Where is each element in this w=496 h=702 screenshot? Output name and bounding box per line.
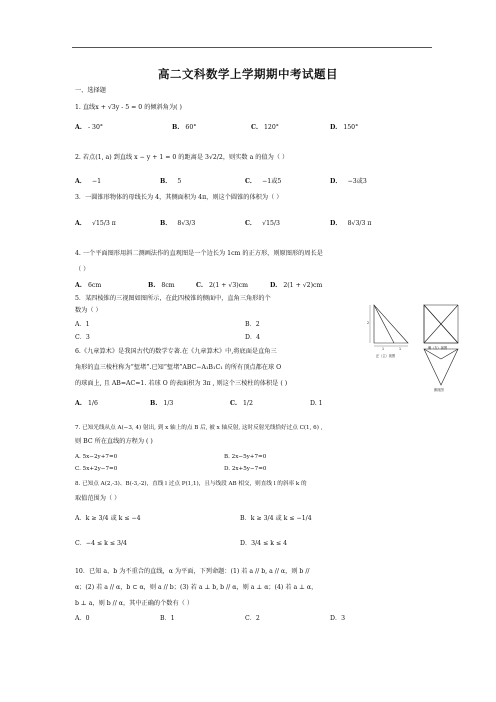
q4-option-b: B. 8cm	[148, 282, 175, 289]
question-6-line-1: 6.《九章算术》是我国古代的数学专著.在《九章算术》中,将底面是直角三	[75, 348, 277, 355]
q5-option-d: D．4	[245, 334, 261, 341]
question-10-line-3: b ⊥ a，则 b // α，其中正确的个数有（ ）	[75, 600, 194, 607]
q3-option-d: D． 8√3/3 π	[330, 220, 372, 227]
q2-option-a: A． −1	[75, 178, 102, 185]
question-7-line-2: 则 BC 所在直线的方程为 ( )	[75, 438, 153, 445]
q10-option-c: C．2	[245, 615, 260, 622]
q7-option-a: A. 5x−2y+7=0	[75, 454, 118, 460]
front-view-caption: 正（主）视图	[376, 354, 396, 358]
figure-label-height: 2	[367, 321, 370, 325]
three-view-drawing	[366, 297, 470, 393]
question-10-line-1: 10．已知 a、b 为不重合的直线，α 为平面，下列命题：(1) 若 a // b, a // α，则 b //	[75, 568, 310, 575]
question-4-line-2: （ ）	[75, 266, 90, 273]
figure-label-width-2: 1	[399, 347, 402, 351]
question-4-line-1: 4. 一个平面图形用斜二测画法作的直观图是一个边长为 1cm 的正方形，则原图形的周长是	[75, 250, 323, 257]
question-3: 3．一圆锥形物体的母线长为 4，其侧面积为 4π，则这个圆锥的体积为（ ）	[75, 194, 283, 201]
q7-option-c: C. 5x+2y−7=0	[75, 466, 118, 472]
question-7-line-1: 7. 已知光线从点 A(−3, 4) 射出, 到 x 轴上的点 B 后, 被 x 轴反射, 这时反射光线恰好过点 C(1, 6) ,	[75, 425, 323, 431]
page-title: 高二文科数学上学期期中考试题目	[158, 67, 338, 81]
q2-option-b: B． 5	[160, 178, 182, 185]
q8-option-b: B．k ≥ 3/4 或 k ≤ −1/4	[240, 515, 312, 522]
figure-label-width-1: 1	[382, 347, 385, 351]
q5-option-a: A．1	[75, 321, 90, 328]
q8-option-a: A．k ≥ 3/4 或 k ≤ −4	[75, 515, 141, 522]
q4-option-a: A. 6cm	[75, 282, 102, 289]
q6-option-d: D. 1	[310, 400, 323, 407]
top-view-caption: 俯视图	[434, 388, 444, 392]
q3-option-a: A． √15/3 π	[75, 220, 116, 227]
q3-option-b: B． 8√3/3	[160, 220, 196, 227]
q1-option-a: A. - 30°	[75, 124, 103, 131]
question-5-line-1: 5．某四棱锥的三视图如图所示，在此四棱锥的侧面中，直角三角形的个	[75, 295, 271, 302]
q7-option-d: D. 2x+5y−7=0	[224, 466, 267, 472]
question-5-line-2: 数为（ ）	[75, 307, 102, 314]
question-8-line-2: 取值范围为（ ）	[75, 495, 121, 502]
question-8-line-1: 8. 已知点 A(2,-3)、B(-3,-2)，直线 l 过点 P(1,1)，且与线段 AB 相交，则直线 l 的斜率 k 的	[75, 481, 307, 487]
q1-option-d: D. 150°	[330, 124, 359, 131]
q2-option-c: C． −1或5	[245, 178, 282, 185]
q3-option-c: C． √15/3	[245, 220, 280, 227]
q2-option-d: D． −3或3	[330, 178, 367, 185]
q6-option-a: A. 1/6	[75, 400, 98, 407]
q6-option-b: B. 1/3	[150, 400, 174, 407]
q5-option-c: C．3	[75, 334, 90, 341]
q10-option-a: A．0	[75, 615, 90, 622]
q5-option-b: B．2	[245, 321, 260, 328]
q4-option-c: C. 2(1 + √3)cm	[196, 282, 249, 289]
question-10-line-2: α；(2) 若 a // α，b ⊂ α，则 a // b；(3) 若 a ⊥ b, b // α，则 a ⊥ α；(4) 若 a ⊥ α，	[75, 584, 318, 591]
q4-option-d: D. 2(1 + √2)cm	[270, 282, 323, 289]
q8-option-d: D．3/4 ≤ k ≤ 4	[240, 540, 288, 547]
q7-option-b: B. 2x−5y+7=0	[224, 454, 267, 460]
section-heading: 一、选择题	[75, 87, 106, 94]
q1-option-c: C. 120°	[251, 124, 279, 131]
three-view-figure	[366, 297, 470, 393]
question-6-line-3: 的球面上, 且 AB=AC=1. 若球 O 的表面积为 3π , 则这个三棱柱的体积是 ( )	[75, 380, 288, 387]
q6-option-c: C. 1/2	[230, 400, 253, 407]
question-2: 2. 若点(1, a) 到直线 x − y + 1 = 0 的距离是 3√2/2，则实数 a 的值为（ ）	[75, 154, 289, 161]
header-rule	[72, 47, 432, 48]
q8-option-c: C．−4 ≤ k ≤ 3/4	[75, 540, 127, 547]
q10-option-b: B．1	[160, 615, 175, 622]
q10-option-d: D．3	[330, 615, 346, 622]
question-1: 1. 直线x + √3y - 5 = 0 的倾斜角为( )	[75, 104, 182, 111]
top-view-outline	[424, 349, 458, 385]
side-view-caption: 侧（左）视图	[428, 346, 448, 350]
question-6-line-2: 角形的直三棱柱称为“堑堵”.已知“堑堵”ABC−A₁B₁C₁ 的所有顶点都在球 O	[75, 364, 282, 371]
q1-option-b: B. 60°	[172, 124, 197, 131]
